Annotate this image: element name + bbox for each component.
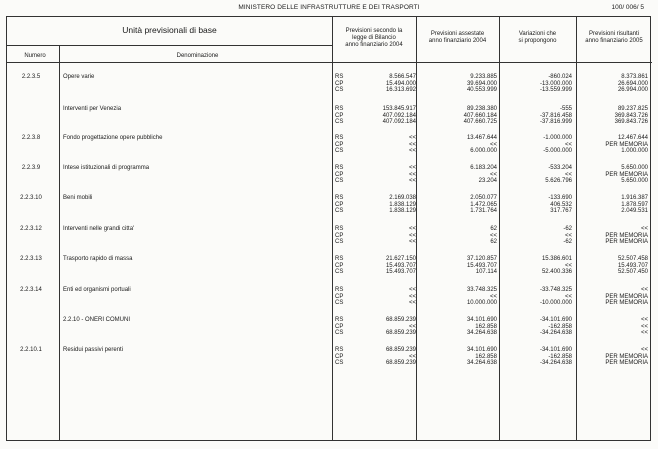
row-values	[332, 317, 652, 337]
row-values	[332, 106, 652, 126]
value-assestate: 407.660.184	[463, 112, 497, 119]
value-line	[332, 135, 652, 142]
value-variazioni: 317.767	[550, 208, 572, 215]
row-numero: 2.2.3.13	[20, 256, 42, 262]
line-code: CP	[335, 112, 344, 119]
value-line	[332, 317, 652, 324]
value-assestate: 89.238.380	[466, 106, 497, 112]
value-bilancio: <<	[408, 165, 416, 171]
value-bilancio: 1.838.129	[389, 201, 416, 208]
row-numero: 2.2.3.14	[20, 287, 42, 293]
value-variazioni: -533.204	[548, 165, 572, 171]
value-bilancio: <<	[408, 226, 416, 232]
value-line	[332, 233, 652, 240]
line-code: CP	[335, 141, 344, 148]
value-variazioni: -10.000.000	[539, 300, 572, 307]
header-previsioni-risultanti: Previsioni risultanti anno finanziario 2005	[585, 31, 643, 44]
value-assestate: 162.858	[475, 353, 497, 360]
value-line	[332, 300, 652, 307]
value-variazioni: 15.386.601	[541, 256, 572, 262]
value-risultanti: PER MEMORIA	[605, 239, 648, 246]
value-line	[332, 263, 652, 270]
value-risultanti: 26.694.000	[617, 80, 648, 87]
row-denominazione: Beni mobili	[63, 195, 93, 201]
line-code: RS	[335, 347, 344, 353]
value-line	[332, 354, 652, 361]
line-code: CS	[335, 119, 344, 126]
row-values	[332, 347, 652, 367]
value-risultanti: <<	[640, 226, 648, 232]
line-code: RS	[335, 287, 344, 293]
value-line	[332, 360, 652, 367]
line-code: CS	[335, 300, 344, 307]
value-bilancio: 2.169.038	[389, 195, 416, 201]
value-line	[332, 324, 652, 331]
value-risultanti: 26.994.000	[617, 87, 648, 94]
value-assestate: 34.264.638	[466, 330, 497, 337]
row-denominazione: Residui passivi perenti	[63, 347, 124, 353]
row-numero: 2.2.3.10	[20, 195, 42, 201]
value-bilancio: <<	[408, 293, 416, 300]
value-bilancio: <<	[408, 232, 416, 239]
header-previsioni-bilancio: Previsioni secondo la legge di Bilancio anno finanziario 2004	[345, 28, 403, 48]
value-variazioni: -13.000.000	[539, 80, 572, 87]
header-variazioni: Variazioni che si propongono	[518, 31, 557, 44]
value-bilancio: <<	[408, 178, 416, 185]
value-assestate: 39.694.000	[466, 80, 497, 87]
value-variazioni: <<	[564, 293, 572, 300]
row-values	[332, 74, 652, 94]
row-values	[332, 165, 652, 185]
value-risultanti: 15.493.707	[617, 262, 648, 269]
row-denominazione: Interventi per Venezia	[63, 106, 122, 112]
value-line	[332, 165, 652, 172]
value-risultanti: <<	[640, 330, 648, 337]
value-variazioni: <<	[564, 171, 572, 178]
value-assestate: 407.660.725	[463, 119, 497, 126]
value-bilancio: 15.493.707	[385, 269, 416, 276]
header-numero: Numero	[24, 53, 46, 59]
value-risultanti: 369.843.726	[614, 112, 648, 119]
value-risultanti: 52.507.450	[617, 269, 648, 276]
value-assestate: <<	[489, 171, 497, 178]
value-line	[332, 195, 652, 202]
row-denominazione: Fondo progettazione opere pubbliche	[63, 135, 163, 141]
value-variazioni: -34.101.690	[539, 347, 572, 353]
value-risultanti: PER MEMORIA	[605, 232, 648, 239]
value-variazioni: 5.626.796	[545, 178, 572, 185]
row-numero: 2.2.3.12	[20, 226, 42, 232]
value-risultanti: 1.916.387	[621, 195, 648, 201]
value-bilancio: 8.566.547	[389, 74, 416, 80]
row-values	[332, 256, 652, 276]
value-line	[332, 148, 652, 155]
value-risultanti: PER MEMORIA	[605, 353, 648, 360]
line-code: CP	[335, 353, 344, 360]
value-risultanti: 2.049.531	[621, 208, 648, 215]
line-code: CP	[335, 171, 344, 178]
value-bilancio: <<	[408, 239, 416, 246]
header-subrule	[7, 45, 332, 46]
col-divider-numero	[59, 45, 60, 440]
value-variazioni: -13.559.999	[539, 87, 572, 94]
value-line	[332, 269, 652, 276]
line-code: RS	[335, 256, 344, 262]
value-bilancio: 15.493.707	[385, 262, 416, 269]
value-risultanti: <<	[640, 323, 648, 330]
value-assestate: 1.731.764	[470, 208, 497, 215]
value-risultanti: 89.237.825	[617, 106, 648, 112]
line-code: CP	[335, 262, 344, 269]
value-bilancio: 15.494.000	[385, 80, 416, 87]
value-risultanti: PER MEMORIA	[605, 293, 648, 300]
value-assestate: 6.183.204	[470, 165, 497, 171]
value-line	[332, 113, 652, 120]
value-bilancio: 68.859.239	[385, 347, 416, 353]
line-code: CP	[335, 80, 344, 87]
value-risultanti: PER MEMORIA	[605, 360, 648, 367]
value-assestate: 9.233.885	[470, 74, 497, 80]
value-bilancio: 68.859.239	[385, 360, 416, 367]
value-line	[332, 287, 652, 294]
value-variazioni: -37.816.999	[539, 119, 572, 126]
value-risultanti: <<	[640, 347, 648, 353]
value-bilancio: 407.092.184	[382, 112, 416, 119]
value-variazioni: -162.858	[548, 323, 572, 330]
value-variazioni: -133.690	[548, 195, 572, 201]
value-assestate: 37.120.857	[466, 256, 497, 262]
value-assestate: 23.204	[478, 178, 497, 185]
value-bilancio: 153.845.917	[382, 106, 416, 112]
value-assestate: 162.858	[475, 323, 497, 330]
value-line	[332, 208, 652, 215]
value-risultanti: 1.878.597	[621, 201, 648, 208]
value-assestate: 33.748.325	[466, 287, 497, 293]
value-assestate: 107.114	[475, 269, 497, 276]
value-bilancio: <<	[408, 353, 416, 360]
value-assestate: 62	[490, 239, 497, 246]
line-code: CS	[335, 360, 344, 367]
value-assestate: <<	[489, 141, 497, 148]
line-code: CP	[335, 201, 344, 208]
value-line	[332, 294, 652, 301]
line-code: CS	[335, 148, 344, 155]
value-line	[332, 119, 652, 126]
line-code: CP	[335, 293, 344, 300]
header-denominazione: Denominazione	[176, 53, 219, 59]
value-line	[332, 330, 652, 337]
value-variazioni: -62	[563, 226, 572, 232]
value-assestate: 1.472.065	[470, 201, 497, 208]
value-assestate: 2.050.077	[470, 195, 497, 201]
value-bilancio: 21.627.150	[385, 256, 416, 262]
value-variazioni: -34.101.690	[539, 317, 572, 323]
line-code: CP	[335, 232, 344, 239]
value-line	[332, 256, 652, 263]
document-header-title: MINISTERO DELLE INFRASTRUTTURE E DEI TRASPORTI	[238, 4, 420, 11]
row-numero: 2.2.3.9	[21, 165, 41, 171]
value-variazioni: <<	[564, 141, 572, 148]
value-variazioni: -555	[559, 106, 572, 112]
value-risultanti: 52.507.458	[617, 256, 648, 262]
value-risultanti: 369.843.726	[614, 119, 648, 126]
value-assestate: 62	[490, 226, 497, 232]
value-assestate: 10.000.000	[466, 300, 497, 307]
value-line	[332, 226, 652, 233]
line-code: CS	[335, 239, 344, 246]
value-bilancio: 407.092.184	[382, 119, 416, 126]
row-denominazione: Intese istituzionali di programma	[63, 165, 150, 171]
value-risultanti: 1.000.000	[621, 148, 648, 155]
value-bilancio: <<	[408, 148, 416, 155]
value-variazioni: -860.024	[548, 74, 572, 80]
value-variazioni: -62	[563, 239, 572, 246]
value-bilancio: <<	[408, 135, 416, 141]
value-assestate: 15.493.707	[466, 262, 497, 269]
row-numero: 2.2.3.8	[21, 135, 41, 141]
value-risultanti: PER MEMORIA	[605, 141, 648, 148]
value-variazioni: -33.748.325	[539, 287, 572, 293]
value-assestate: 34.264.638	[466, 360, 497, 367]
value-variazioni: <<	[564, 262, 572, 269]
line-code: RS	[335, 165, 344, 171]
value-risultanti: PER MEMORIA	[605, 171, 648, 178]
value-risultanti: 5.650.000	[621, 165, 648, 171]
value-assestate: <<	[489, 232, 497, 239]
value-line	[332, 87, 652, 94]
value-line	[332, 142, 652, 149]
row-numero: 2.2.3.5	[21, 74, 41, 80]
value-risultanti: 12.467.644	[617, 135, 648, 141]
value-risultanti: <<	[640, 317, 648, 323]
line-code: CS	[335, 269, 344, 276]
line-code: CS	[335, 208, 344, 215]
value-assestate: 40.553.999	[466, 87, 497, 94]
header-previsioni-assestate: Previsioni assestate anno finanziario 2004	[428, 31, 487, 44]
line-code: RS	[335, 135, 344, 141]
value-bilancio: <<	[408, 171, 416, 178]
value-variazioni: -1.000.000	[543, 135, 572, 141]
value-line	[332, 172, 652, 179]
value-bilancio: 1.838.129	[389, 208, 416, 215]
value-bilancio: 68.859.239	[385, 317, 416, 323]
value-variazioni: -5.000.000	[543, 148, 572, 155]
value-line	[332, 106, 652, 113]
value-risultanti: 8.373.861	[621, 74, 648, 80]
value-bilancio: <<	[408, 141, 416, 148]
header-bottom-rule	[7, 62, 652, 63]
line-code: RS	[335, 74, 344, 80]
line-code: CS	[335, 87, 344, 94]
row-denominazione: Interventi nelle grandi citta'	[63, 226, 135, 232]
value-bilancio: <<	[408, 300, 416, 307]
value-risultanti: <<	[640, 287, 648, 293]
value-line	[332, 239, 652, 246]
value-bilancio: <<	[408, 323, 416, 330]
row-denominazione: Trasporto rapido di massa	[63, 256, 133, 262]
value-bilancio: <<	[408, 287, 416, 293]
line-code: CP	[335, 323, 344, 330]
value-variazioni: 52.400.336	[541, 269, 572, 276]
row-numero: 2.2.10.1	[20, 347, 42, 353]
row-values	[332, 135, 652, 155]
row-values	[332, 226, 652, 246]
value-assestate: <<	[489, 293, 497, 300]
line-code: RS	[335, 106, 344, 112]
value-assestate: 6.000.000	[470, 148, 497, 155]
value-variazioni: -34.264.638	[539, 360, 572, 367]
value-variazioni: -34.264.638	[539, 330, 572, 337]
line-code: RS	[335, 195, 344, 201]
value-risultanti: 5.650.000	[621, 178, 648, 185]
value-line	[332, 347, 652, 354]
value-bilancio: 16.313.692	[385, 87, 416, 94]
line-code: RS	[335, 226, 344, 232]
line-code: CS	[335, 330, 344, 337]
value-variazioni: -37.816.458	[539, 112, 572, 119]
row-denominazione: Opere varie	[63, 74, 95, 80]
value-variazioni: <<	[564, 232, 572, 239]
value-line	[332, 81, 652, 88]
row-values	[332, 195, 652, 215]
row-denominazione: Enti ed organismi portuali	[63, 287, 131, 293]
header-unita-previsionali: Unità previsionali di base	[122, 25, 217, 35]
line-code: RS	[335, 317, 344, 323]
value-risultanti: PER MEMORIA	[605, 300, 648, 307]
row-denominazione: 2.2.10 - ONERI COMUNI	[63, 317, 131, 323]
row-values	[332, 287, 652, 307]
value-bilancio: 68.859.239	[385, 330, 416, 337]
value-variazioni: 406.532	[550, 201, 572, 208]
value-line	[332, 74, 652, 81]
page-number: 100/ 006/ 5	[611, 4, 644, 11]
value-variazioni: -162.858	[548, 353, 572, 360]
value-assestate: 34.101.690	[466, 347, 497, 353]
line-code: CS	[335, 178, 344, 185]
value-line	[332, 178, 652, 185]
value-assestate: 34.101.690	[466, 317, 497, 323]
budget-table	[6, 16, 651, 441]
value-line	[332, 202, 652, 209]
value-assestate: 13.467.644	[466, 135, 497, 141]
